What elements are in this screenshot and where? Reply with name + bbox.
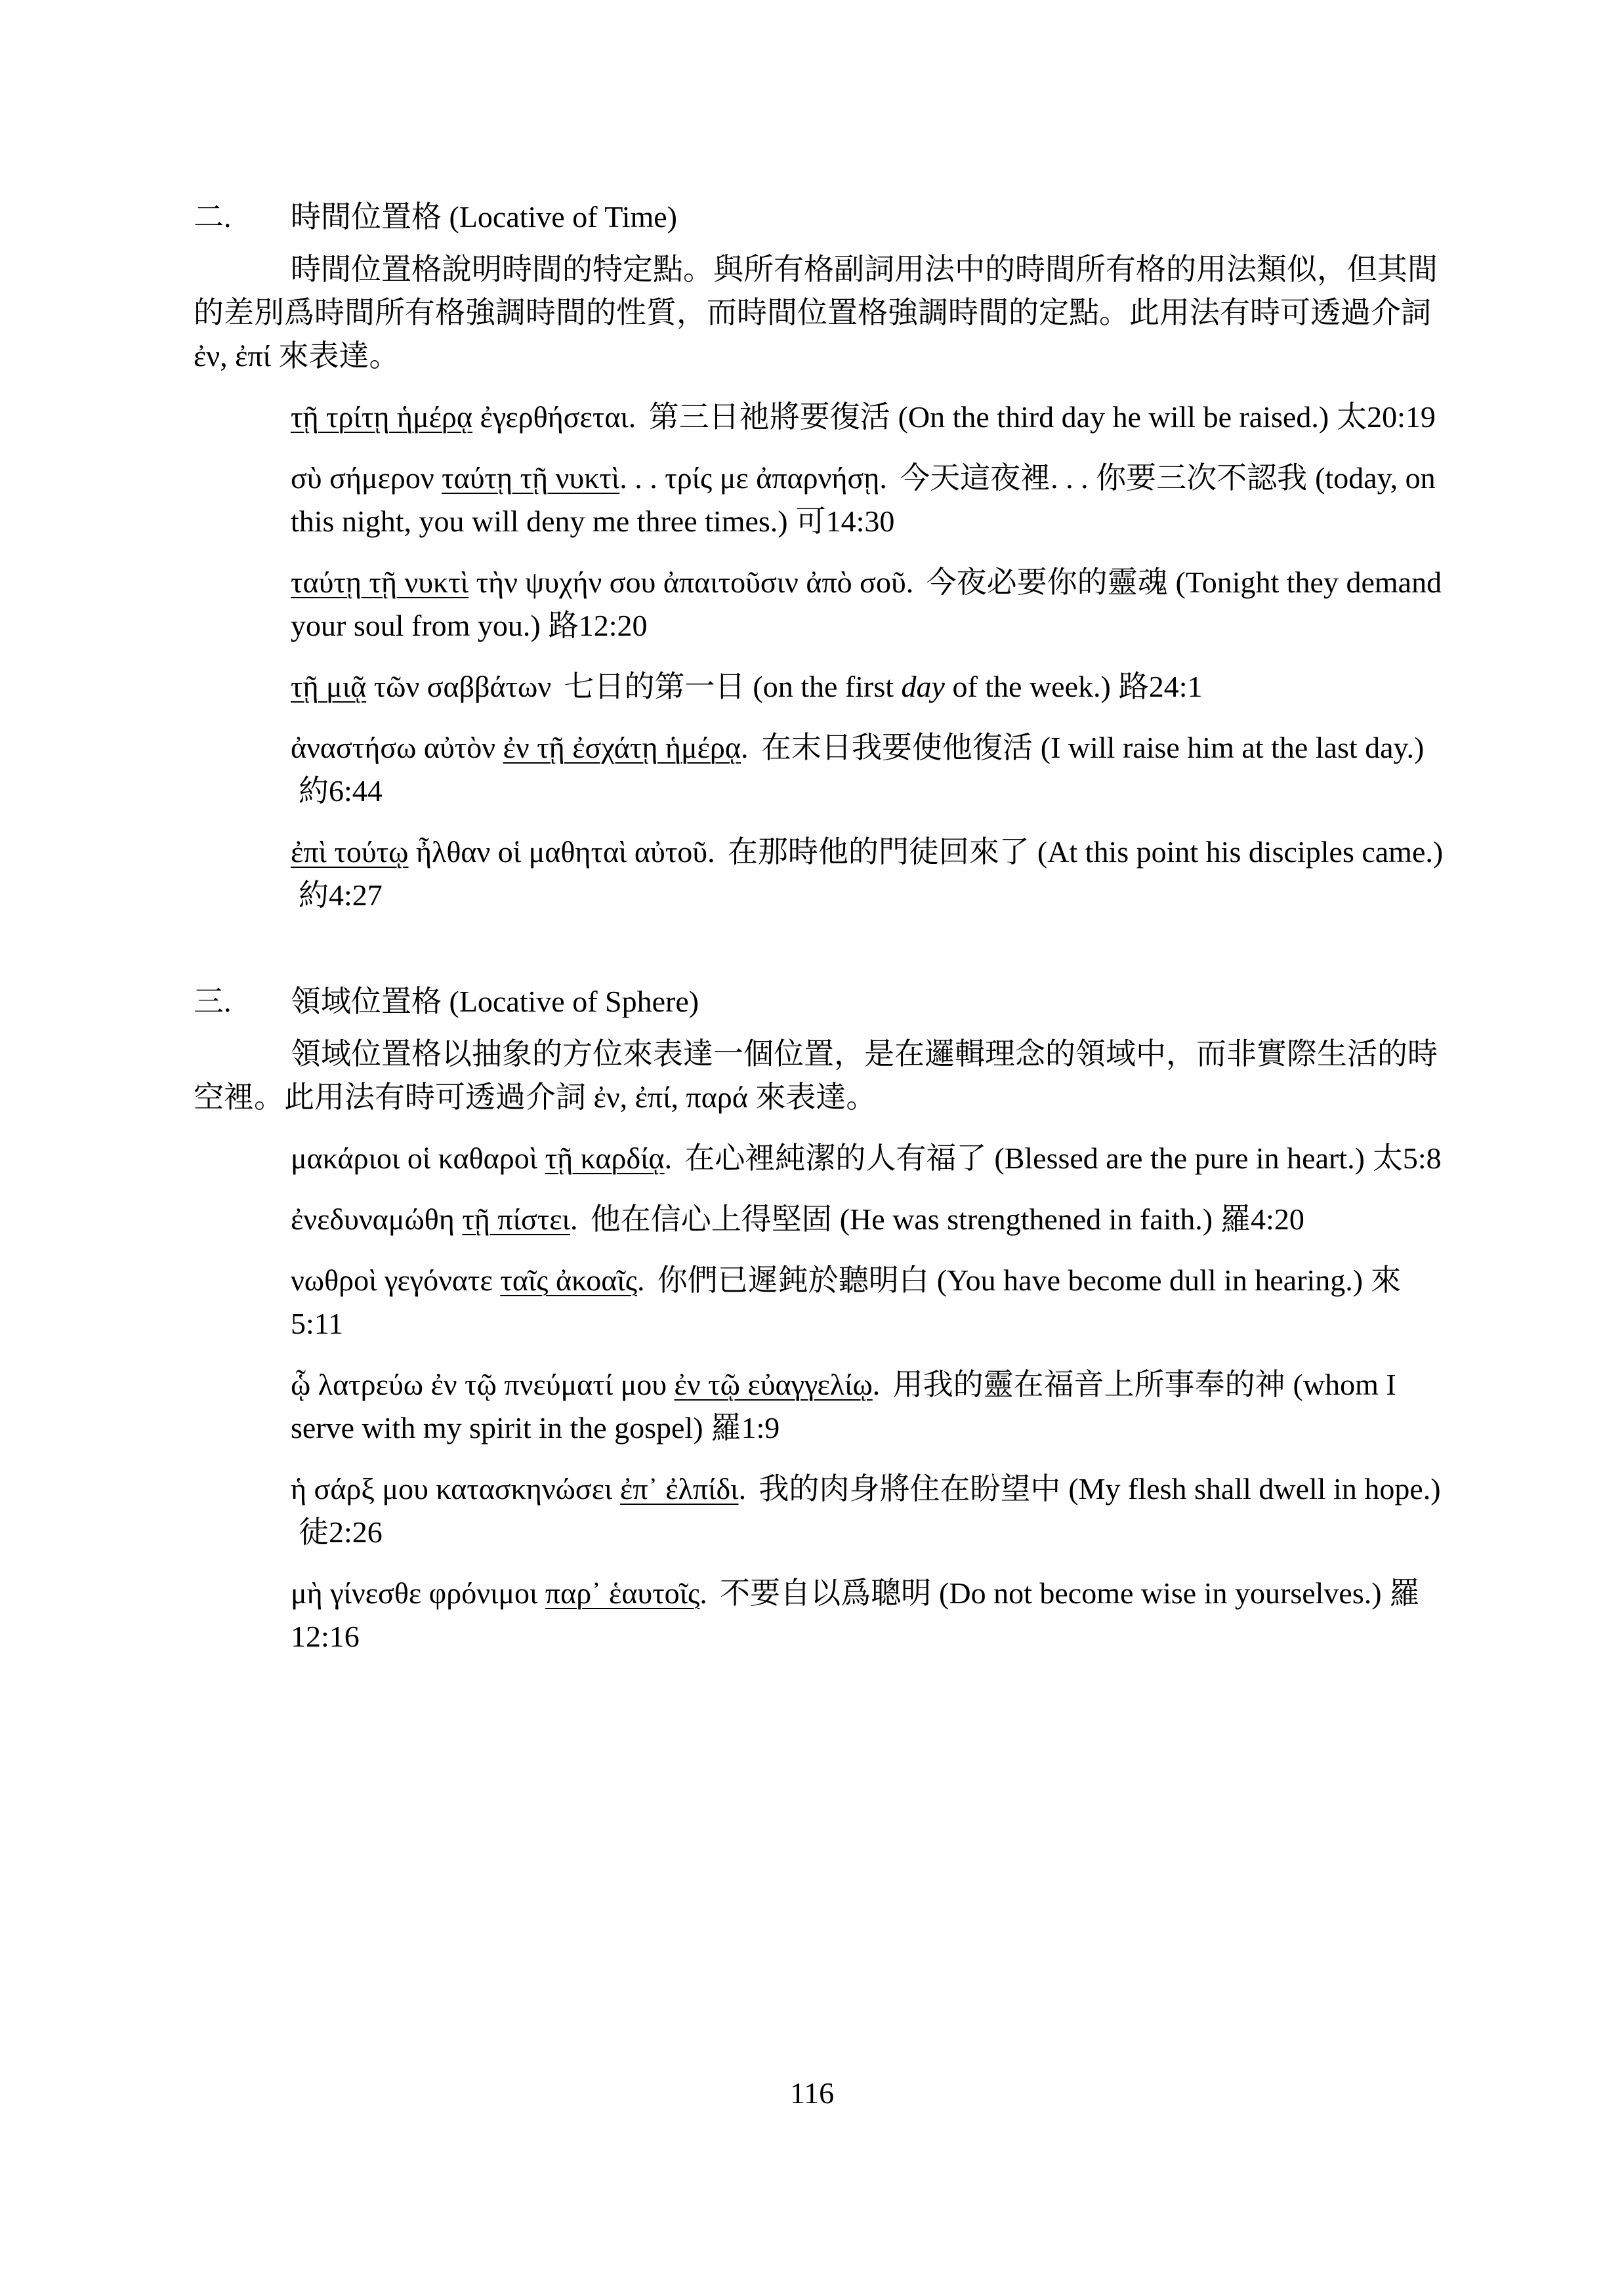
examples-list xyxy=(194,1137,1448,1658)
scripture-reference: 約4:27 xyxy=(298,878,383,912)
section-number: 三. xyxy=(194,985,232,1018)
chinese-translation: 第三日祂將要復活 xyxy=(648,400,890,434)
intro-greek: ἐν, ἐπί, παρά xyxy=(593,1080,748,1114)
page-number: 116 xyxy=(789,2076,835,2110)
scripture-reference: 可14:30 xyxy=(795,504,895,538)
scripture-reference: 徒2:26 xyxy=(298,1515,383,1549)
greek-post: . xyxy=(872,1368,881,1401)
scripture-reference: 約6:44 xyxy=(298,774,383,808)
scripture-reference: 羅4:20 xyxy=(1220,1202,1304,1236)
example-entry xyxy=(291,1198,1448,1241)
section-heading xyxy=(194,195,1448,239)
greek-pre: ἀναστήσω αὐτὸν xyxy=(291,731,503,764)
chinese-translation: 七日的第一日 xyxy=(564,670,745,703)
scripture-reference: 路12:20 xyxy=(548,609,648,642)
scripture-reference: 太5:8 xyxy=(1372,1141,1442,1175)
english-translation xyxy=(994,1141,1365,1175)
english-pre: (At this point his disciples came.) xyxy=(1037,835,1444,869)
greek-pre: σὺ σήμερον xyxy=(291,461,442,495)
chinese-translation: 他在信心上得堅固 xyxy=(590,1202,832,1236)
english-pre: (Tonight they demand your soul from you.) xyxy=(291,565,1442,642)
example-entry xyxy=(291,1572,1448,1658)
english-translation xyxy=(1041,731,1425,764)
greek-underlined: ταύτῃ τῇ νυκτὶ xyxy=(442,461,620,495)
scripture-reference: 來5:11 xyxy=(291,1263,1402,1340)
greek-underlined: τῇ τρίτῃ ἡμέρᾳ xyxy=(291,400,472,434)
greek-pre: ᾧ λατρεύω ἐν τῷ πνεύματί μου xyxy=(291,1368,675,1401)
example-entry xyxy=(291,665,1448,708)
sections-container xyxy=(194,195,1448,1658)
example-entry xyxy=(291,726,1448,813)
scripture-reference: 太20:19 xyxy=(1337,400,1436,434)
english-translation xyxy=(840,1202,1213,1236)
example-entry xyxy=(291,1363,1448,1450)
greek-post: . . . τρίς με ἀπαρνήσῃ. xyxy=(619,461,887,495)
greek-post: τῶν σαββάτων xyxy=(366,670,552,703)
greek-pre: μὴ γίνεσθε φρόνιμοι xyxy=(291,1576,545,1610)
chinese-translation: 我的肉身將住在盼望中 xyxy=(759,1472,1061,1506)
english-translation xyxy=(1068,1472,1440,1506)
greek-underlined: τῇ καρδίᾳ xyxy=(545,1141,665,1175)
section-title: 領域位置格 (Locative of Sphere) xyxy=(291,985,699,1018)
section-number: 二. xyxy=(194,200,232,234)
greek-underlined: ταύτῃ τῇ νυκτὶ xyxy=(291,565,469,599)
greek-pre: νωθροὶ γεγόνατε xyxy=(291,1263,501,1297)
section xyxy=(194,195,1448,917)
section-heading xyxy=(194,980,1448,1023)
greek-post: ἐγερθήσεται. xyxy=(472,400,636,434)
greek-post: . xyxy=(664,1141,673,1175)
greek-underlined: τῇ μιᾷ xyxy=(291,670,367,703)
greek-underlined: ταῖς ἀκοαῖς xyxy=(500,1263,637,1297)
chinese-translation: 在末日我要使他復活 xyxy=(760,731,1033,764)
example-entry xyxy=(291,457,1448,543)
intro-greek: ἐν, ἐπί xyxy=(194,339,272,373)
example-entry xyxy=(291,1467,1448,1554)
greek-pre: ἐνεδυναμώθη xyxy=(291,1202,463,1236)
greek-post: . xyxy=(636,1263,645,1297)
english-translation xyxy=(1037,835,1443,869)
scripture-reference: 羅12:16 xyxy=(291,1576,1420,1653)
greek-post: τὴν ψυχήν σου ἀπαιτοῦσιν ἀπὸ σοῦ. xyxy=(468,565,914,599)
english-pre: (Blessed are the pure in heart.) xyxy=(994,1141,1365,1175)
section-title: 時間位置格 (Locative of Time) xyxy=(291,200,677,234)
scripture-reference: 路24:1 xyxy=(1118,670,1203,703)
intro-text-post: 來表達。 xyxy=(271,339,400,373)
chinese-translation: 今天這夜裡. . . 你要三次不認我 xyxy=(900,461,1308,495)
greek-post: . xyxy=(741,731,749,764)
english-italic: day xyxy=(901,670,945,703)
greek-underlined: ἐν τῷ εὐαγγελίῳ xyxy=(674,1368,873,1401)
english-pre: (My flesh shall dwell in hope.) xyxy=(1068,1472,1441,1506)
english-translation xyxy=(937,1263,1363,1297)
greek-underlined: ἐπ᾽ ἐλπίδι xyxy=(619,1472,739,1506)
chinese-translation: 在心裡純潔的人有福了 xyxy=(684,1141,987,1175)
english-pre: (Do not become wise in yourselves.) xyxy=(939,1576,1382,1610)
english-translation xyxy=(753,670,1110,703)
greek-underlined: ἐπὶ τούτῳ xyxy=(291,835,409,869)
section-intro xyxy=(194,248,1448,378)
chinese-translation: 今夜必要你的靈魂 xyxy=(926,565,1168,599)
intro-text-post: 來表達。 xyxy=(747,1080,877,1114)
example-entry xyxy=(291,561,1448,647)
english-translation xyxy=(898,400,1329,434)
greek-underlined: παρ᾽ ἑαυτοῖς xyxy=(545,1576,700,1610)
greek-post: . xyxy=(699,1576,707,1610)
english-pre: (On the third day he will be raised.) xyxy=(898,400,1329,434)
section xyxy=(194,980,1448,1658)
example-entry xyxy=(291,1259,1448,1345)
chinese-translation: 在那時他的門徒回來了 xyxy=(727,835,1030,869)
examples-list xyxy=(194,396,1448,917)
intro-text-pre: 時間位置格說明時間的特定點。與所有格副詞用法中的時間所有格的用法類似，但其間的差別爲時間所有格強調時間的性質，而時間位置格強調時間的定點。此用法有時可透過介詞 xyxy=(194,253,1438,329)
english-translation xyxy=(939,1576,1382,1610)
greek-post: ἦλθαν οἱ μαθηταὶ αὐτοῦ. xyxy=(408,835,715,869)
scripture-reference: 羅1:9 xyxy=(711,1411,780,1445)
example-entry xyxy=(291,1137,1448,1180)
english-pre: (whom I serve with my spirit in the gospel) xyxy=(291,1368,1396,1445)
page-content xyxy=(194,195,1448,1658)
english-pre: (He was strengthened in faith.) xyxy=(839,1202,1213,1236)
chinese-translation: 不要自以爲聰明 xyxy=(720,1576,932,1610)
greek-underlined: ἐν τῇ ἐσχάτῃ ἡμέρᾳ xyxy=(503,731,741,764)
greek-pre: ἡ σάρξ μου κατασκηνώσει xyxy=(291,1472,620,1506)
english-pre: (You have become dull in hearing.) xyxy=(936,1263,1364,1297)
example-entry xyxy=(291,830,1448,917)
english-pre: (on the first xyxy=(753,670,902,703)
section-intro xyxy=(194,1033,1448,1119)
greek-pre: μακάριοι οἱ καθαροὶ xyxy=(291,1141,545,1175)
intro-text-pre: 領域位置格以抽象的方位來表達一個位置，是在邏輯理念的領域中，而非實際生活的時空裡。此用法有時可透過介詞 xyxy=(194,1037,1438,1114)
english-post: of the week.) xyxy=(944,670,1111,703)
english-pre: (I will raise him at the last day.) xyxy=(1040,731,1425,764)
chinese-translation: 用我的靈在福音上所事奉的神 xyxy=(892,1368,1285,1401)
english-pre: (today, on this night, you will deny me three times.) xyxy=(291,461,1436,538)
greek-underlined: τῇ πίστει xyxy=(462,1202,570,1236)
example-entry xyxy=(291,396,1448,439)
chinese-translation: 你們已遲鈍於聽明白 xyxy=(657,1263,929,1297)
greek-post: . xyxy=(738,1472,747,1506)
greek-post: . xyxy=(570,1202,578,1236)
